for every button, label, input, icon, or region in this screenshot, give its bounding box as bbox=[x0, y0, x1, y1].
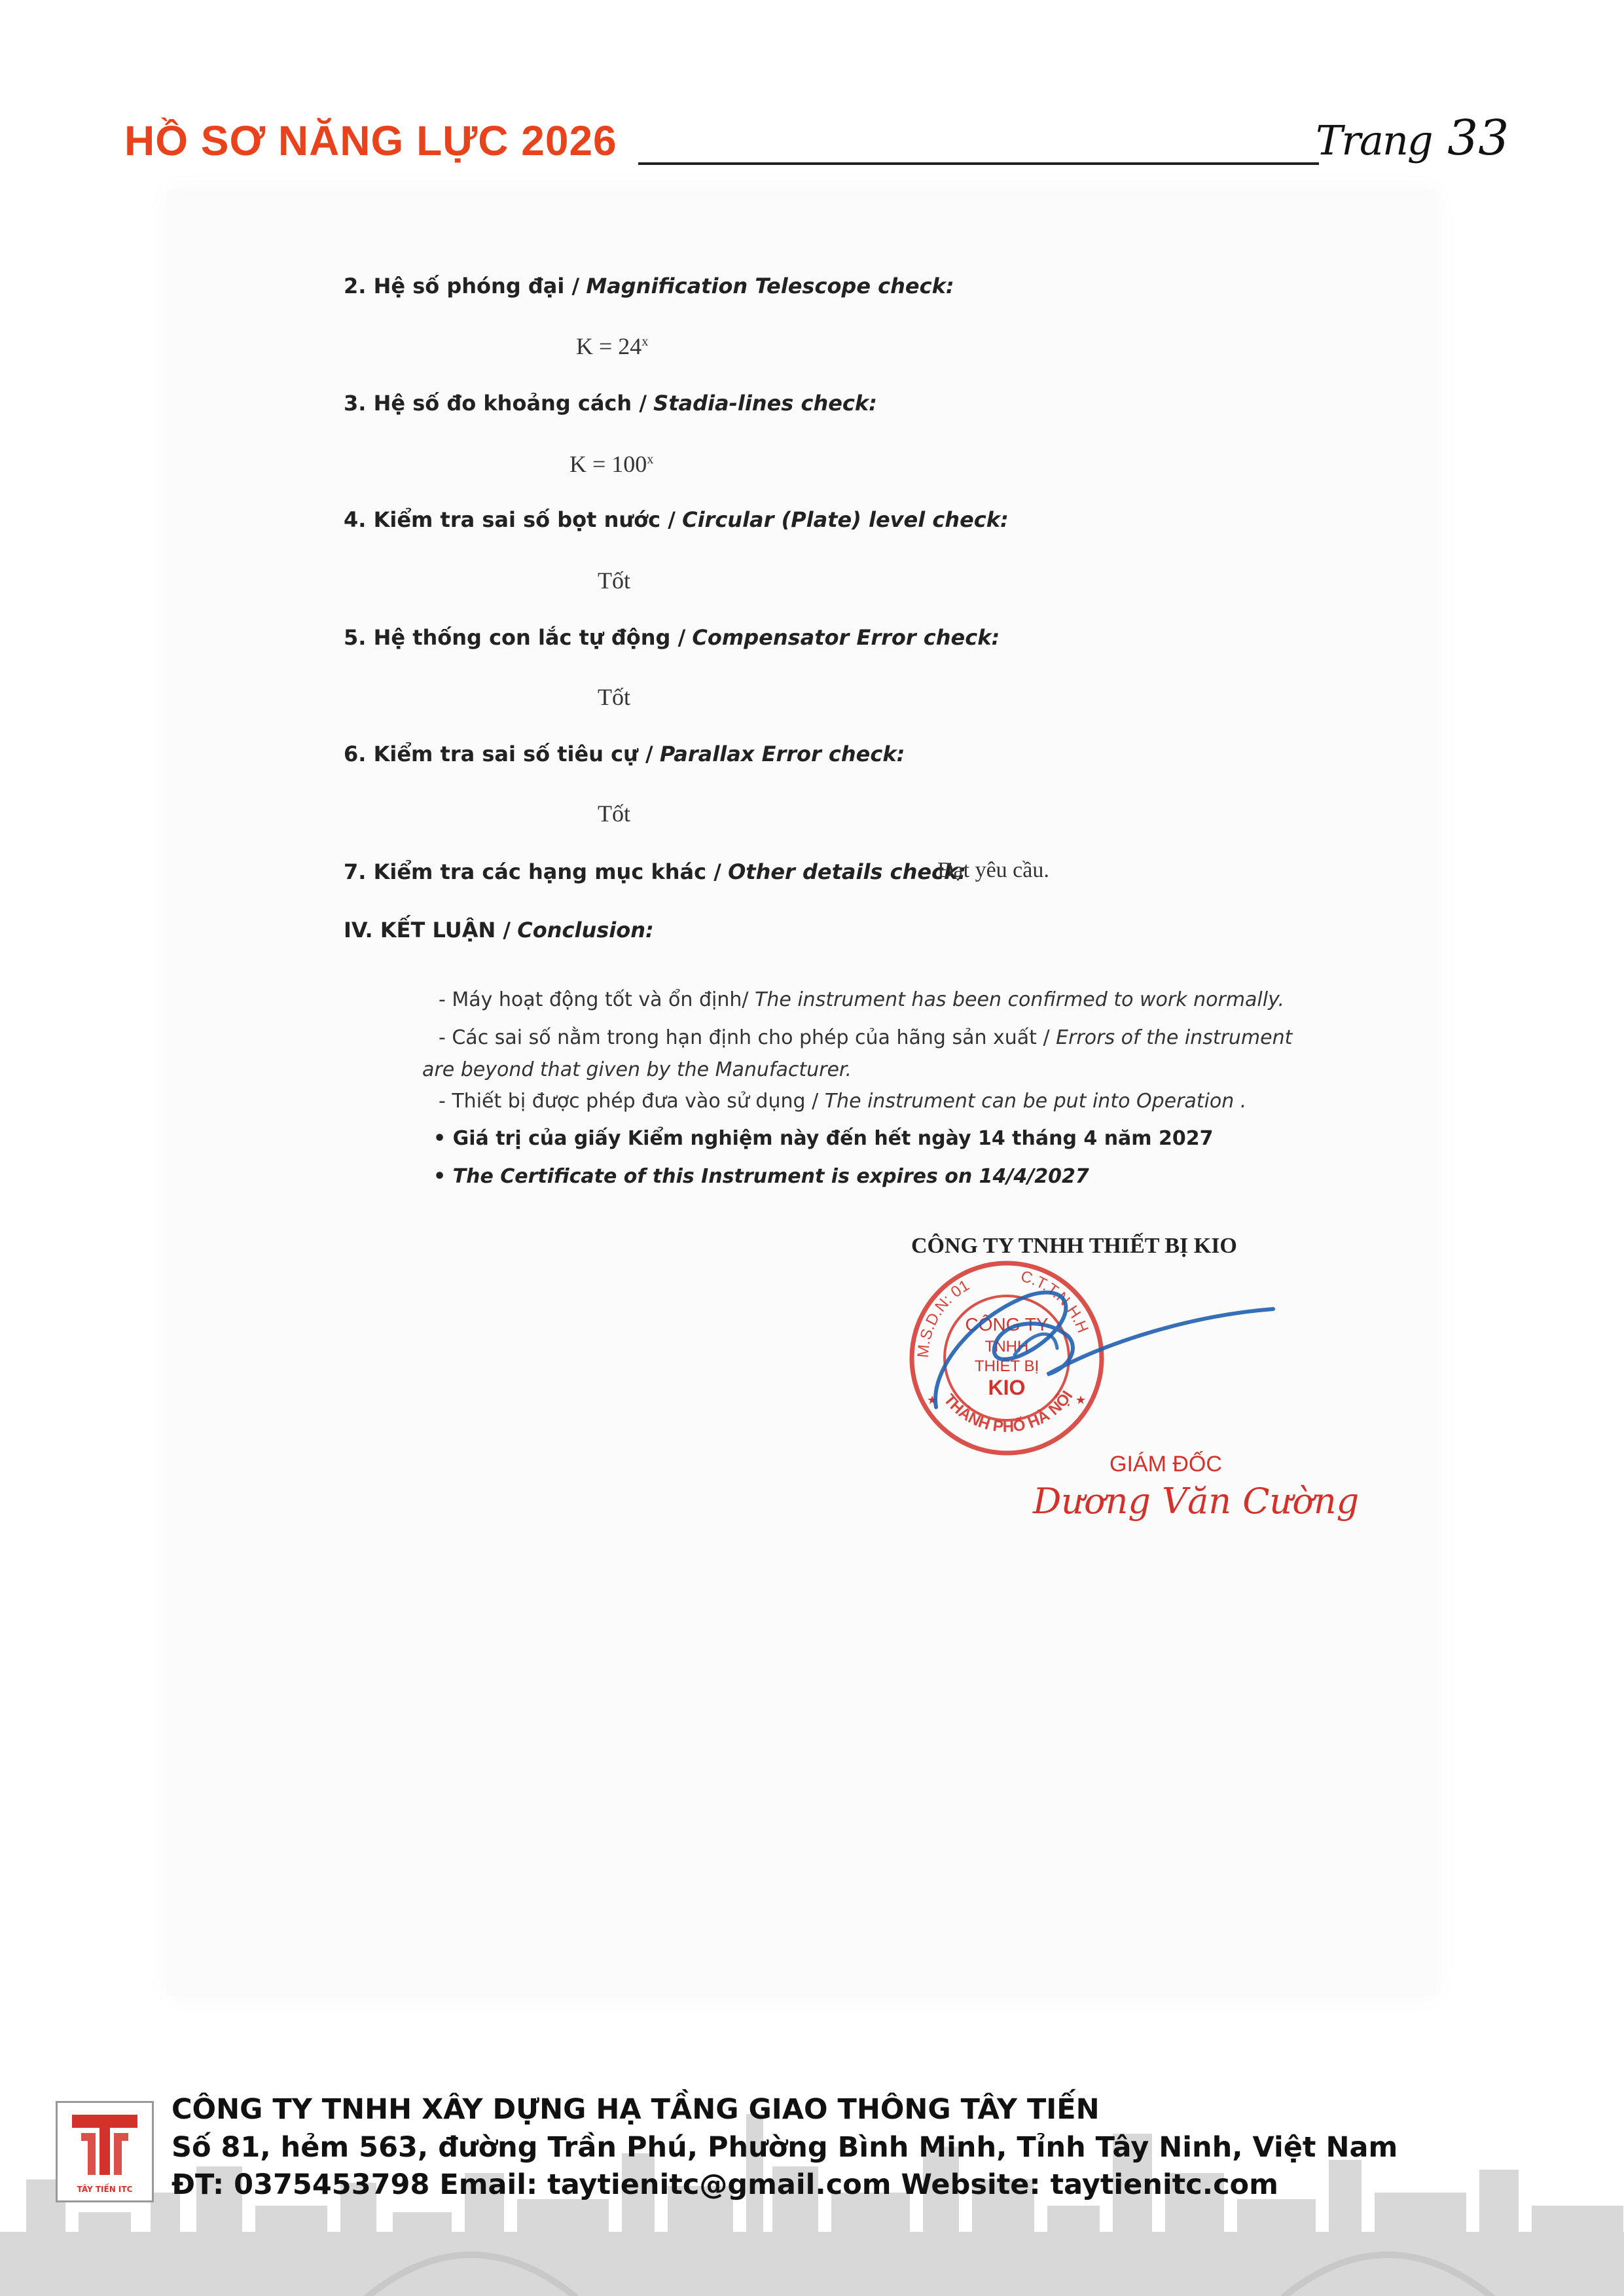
conclusion-line-2-cont: are beyond that given by the Manufacturer. bbox=[422, 1058, 852, 1081]
issuer-company: CÔNG TY TNHH THIẾT BỊ KIO bbox=[911, 1234, 1237, 1258]
svg-text:★: ★ bbox=[927, 1393, 938, 1407]
conclusion-line-1: - Máy hoạt động tốt và ổn định/ The instrument has been confirmed to work normally. bbox=[439, 988, 1285, 1011]
stamp-top-text: M.S.D.N: 01 bbox=[914, 1276, 973, 1359]
page-label: Trang bbox=[1316, 117, 1432, 164]
stamp-line-2: TNHH bbox=[984, 1338, 1029, 1355]
stamp-line-1: CÔNG TY bbox=[965, 1314, 1049, 1335]
page-number-value: 33 bbox=[1447, 110, 1509, 166]
check-item-compensator: 5. Hệ thống con lắc tự động / Compensator Error check: bbox=[344, 625, 1000, 650]
stamp-bottom-text: THÀNH PHỐ HÀ NỘI bbox=[940, 1388, 1077, 1436]
value-circular-level: Tốt bbox=[598, 567, 630, 594]
stamp-line-3: THIẾT BỊ bbox=[974, 1357, 1039, 1375]
director-name: Dương Văn Cường bbox=[1033, 1480, 1360, 1522]
logo-text: TÂY TIẾN ITC bbox=[77, 2185, 133, 2194]
check-item-magnification: 2. Hệ số phóng đại / Magnification Telescope check: bbox=[344, 274, 954, 298]
validity-en: • The Certificate of this Instrument is expires on 14/4/2027 bbox=[433, 1165, 1089, 1188]
check-item-other: 7. Kiểm tra các hạng mục khác / Other details check: bbox=[344, 859, 967, 884]
value-compensator: Tốt bbox=[598, 684, 630, 710]
check-item-parallax: 6. Kiểm tra sai số tiêu cự / Parallax Error check: bbox=[344, 742, 905, 766]
page-number bbox=[1316, 110, 1509, 166]
value-magnification: $K = 24^x$ bbox=[576, 333, 649, 359]
validity-vi: • Giá trị của giấy Kiểm nghiệm này đến hết ngày 14 tháng 4 năm 2027 bbox=[433, 1127, 1214, 1150]
stamp-right-text: C.T.T.N.H.H bbox=[1019, 1267, 1092, 1336]
company-logo bbox=[56, 2101, 154, 2202]
check-item-stadia: 3. Hệ số đo khoảng cách / Stadia-lines check: bbox=[344, 391, 877, 416]
conclusion-line-2: - Các sai số nằm trong hạn định cho phép của hãng sản xuất / Errors of the instrument bbox=[439, 1026, 1293, 1049]
header-rule bbox=[638, 162, 1319, 165]
conclusion-line-3: - Thiết bị được phép đưa vào sử dụng / The instrument can be put into Operation . bbox=[439, 1090, 1247, 1113]
value-other: Đạt yêu cầu. bbox=[937, 858, 1049, 882]
check-item-circular-level: 4. Kiểm tra sai số bọt nước / Circular (Plate) level check: bbox=[344, 507, 1009, 532]
director-signature bbox=[916, 1270, 1283, 1433]
stamp-line-4: KIO bbox=[988, 1376, 1026, 1399]
svg-text:★: ★ bbox=[1075, 1393, 1087, 1407]
page-header-title: HỒ SƠ NĂNG LỰC 2026 bbox=[124, 117, 617, 164]
footer-address: Số 81, hẻm 563, đường Trần Phú, Phường Bình Minh, Tỉnh Tây Ninh, Việt Nam bbox=[171, 2131, 1398, 2164]
footer-contact: ĐT: 0375453798 Email: taytienitc@gmail.com Website: taytienitc.com bbox=[171, 2168, 1278, 2201]
conclusion-heading: IV. KẾT LUẬN / Conclusion: bbox=[344, 918, 654, 942]
footer-company-name: CÔNG TY TNHH XÂY DỰNG HẠ TẦNG GIAO THÔNG TÂY TIẾN bbox=[171, 2093, 1100, 2126]
director-title: GIÁM ĐỐC bbox=[1110, 1452, 1222, 1477]
value-parallax: Tốt bbox=[598, 800, 630, 827]
value-stadia: $K = 100^x$ bbox=[569, 451, 654, 477]
